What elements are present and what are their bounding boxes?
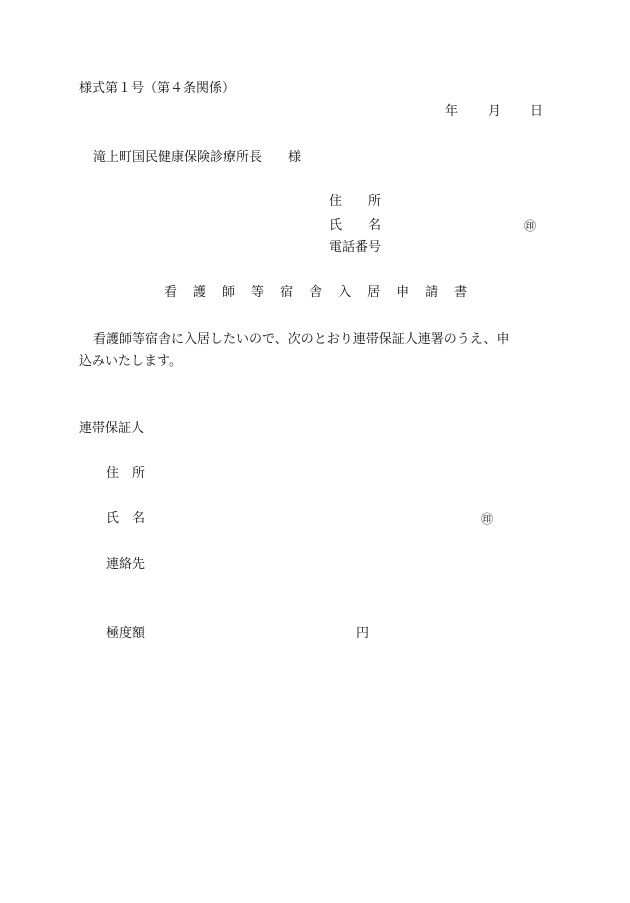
guarantor-name-label: 氏 名 [106,511,146,526]
guarantor-yen-unit: 円 [356,626,370,641]
form-number-label: 様式第１号（第４条関係） [79,81,236,96]
applicant-phone-label: 電話番号 [329,240,382,255]
title-char: 舎 [309,285,323,300]
addressee-line: 滝上町国民健康保険診療所長 様 [93,150,302,165]
applicant-seal-mark: ㊞ [524,219,537,233]
date-year-label: 年 [445,104,459,119]
guarantor-heading: 連帯保証人 [79,421,145,436]
title-char: 宿 [280,285,294,300]
title-char: 等 [251,285,265,300]
title-char: 入 [338,285,352,300]
title-char: 護 [193,285,207,300]
title-char: 看 [164,285,178,300]
body-text-line-1: 看護師等宿舎に入居したいので、次のとおり連帯保証人連署のうえ、申 [93,332,510,347]
title-char: 請 [425,285,439,300]
title-char: 申 [396,285,410,300]
body-text-line-2: 込みいたします。 [79,354,182,369]
guarantor-limit-label: 極度額 [106,626,146,641]
guarantor-seal-mark: ㊞ [481,512,494,526]
applicant-address-label: 住 所 [329,194,382,209]
document-title [164,285,467,301]
title-char: 書 [454,285,468,300]
guarantor-address-label: 住 所 [106,466,146,481]
title-char: 居 [367,285,381,300]
guarantor-contact-label: 連絡先 [106,557,146,572]
applicant-name-label: 氏 名 [329,218,382,233]
date-month-label: 月 [488,104,502,119]
date-day-label: 日 [530,104,544,119]
title-char: 師 [222,285,236,300]
